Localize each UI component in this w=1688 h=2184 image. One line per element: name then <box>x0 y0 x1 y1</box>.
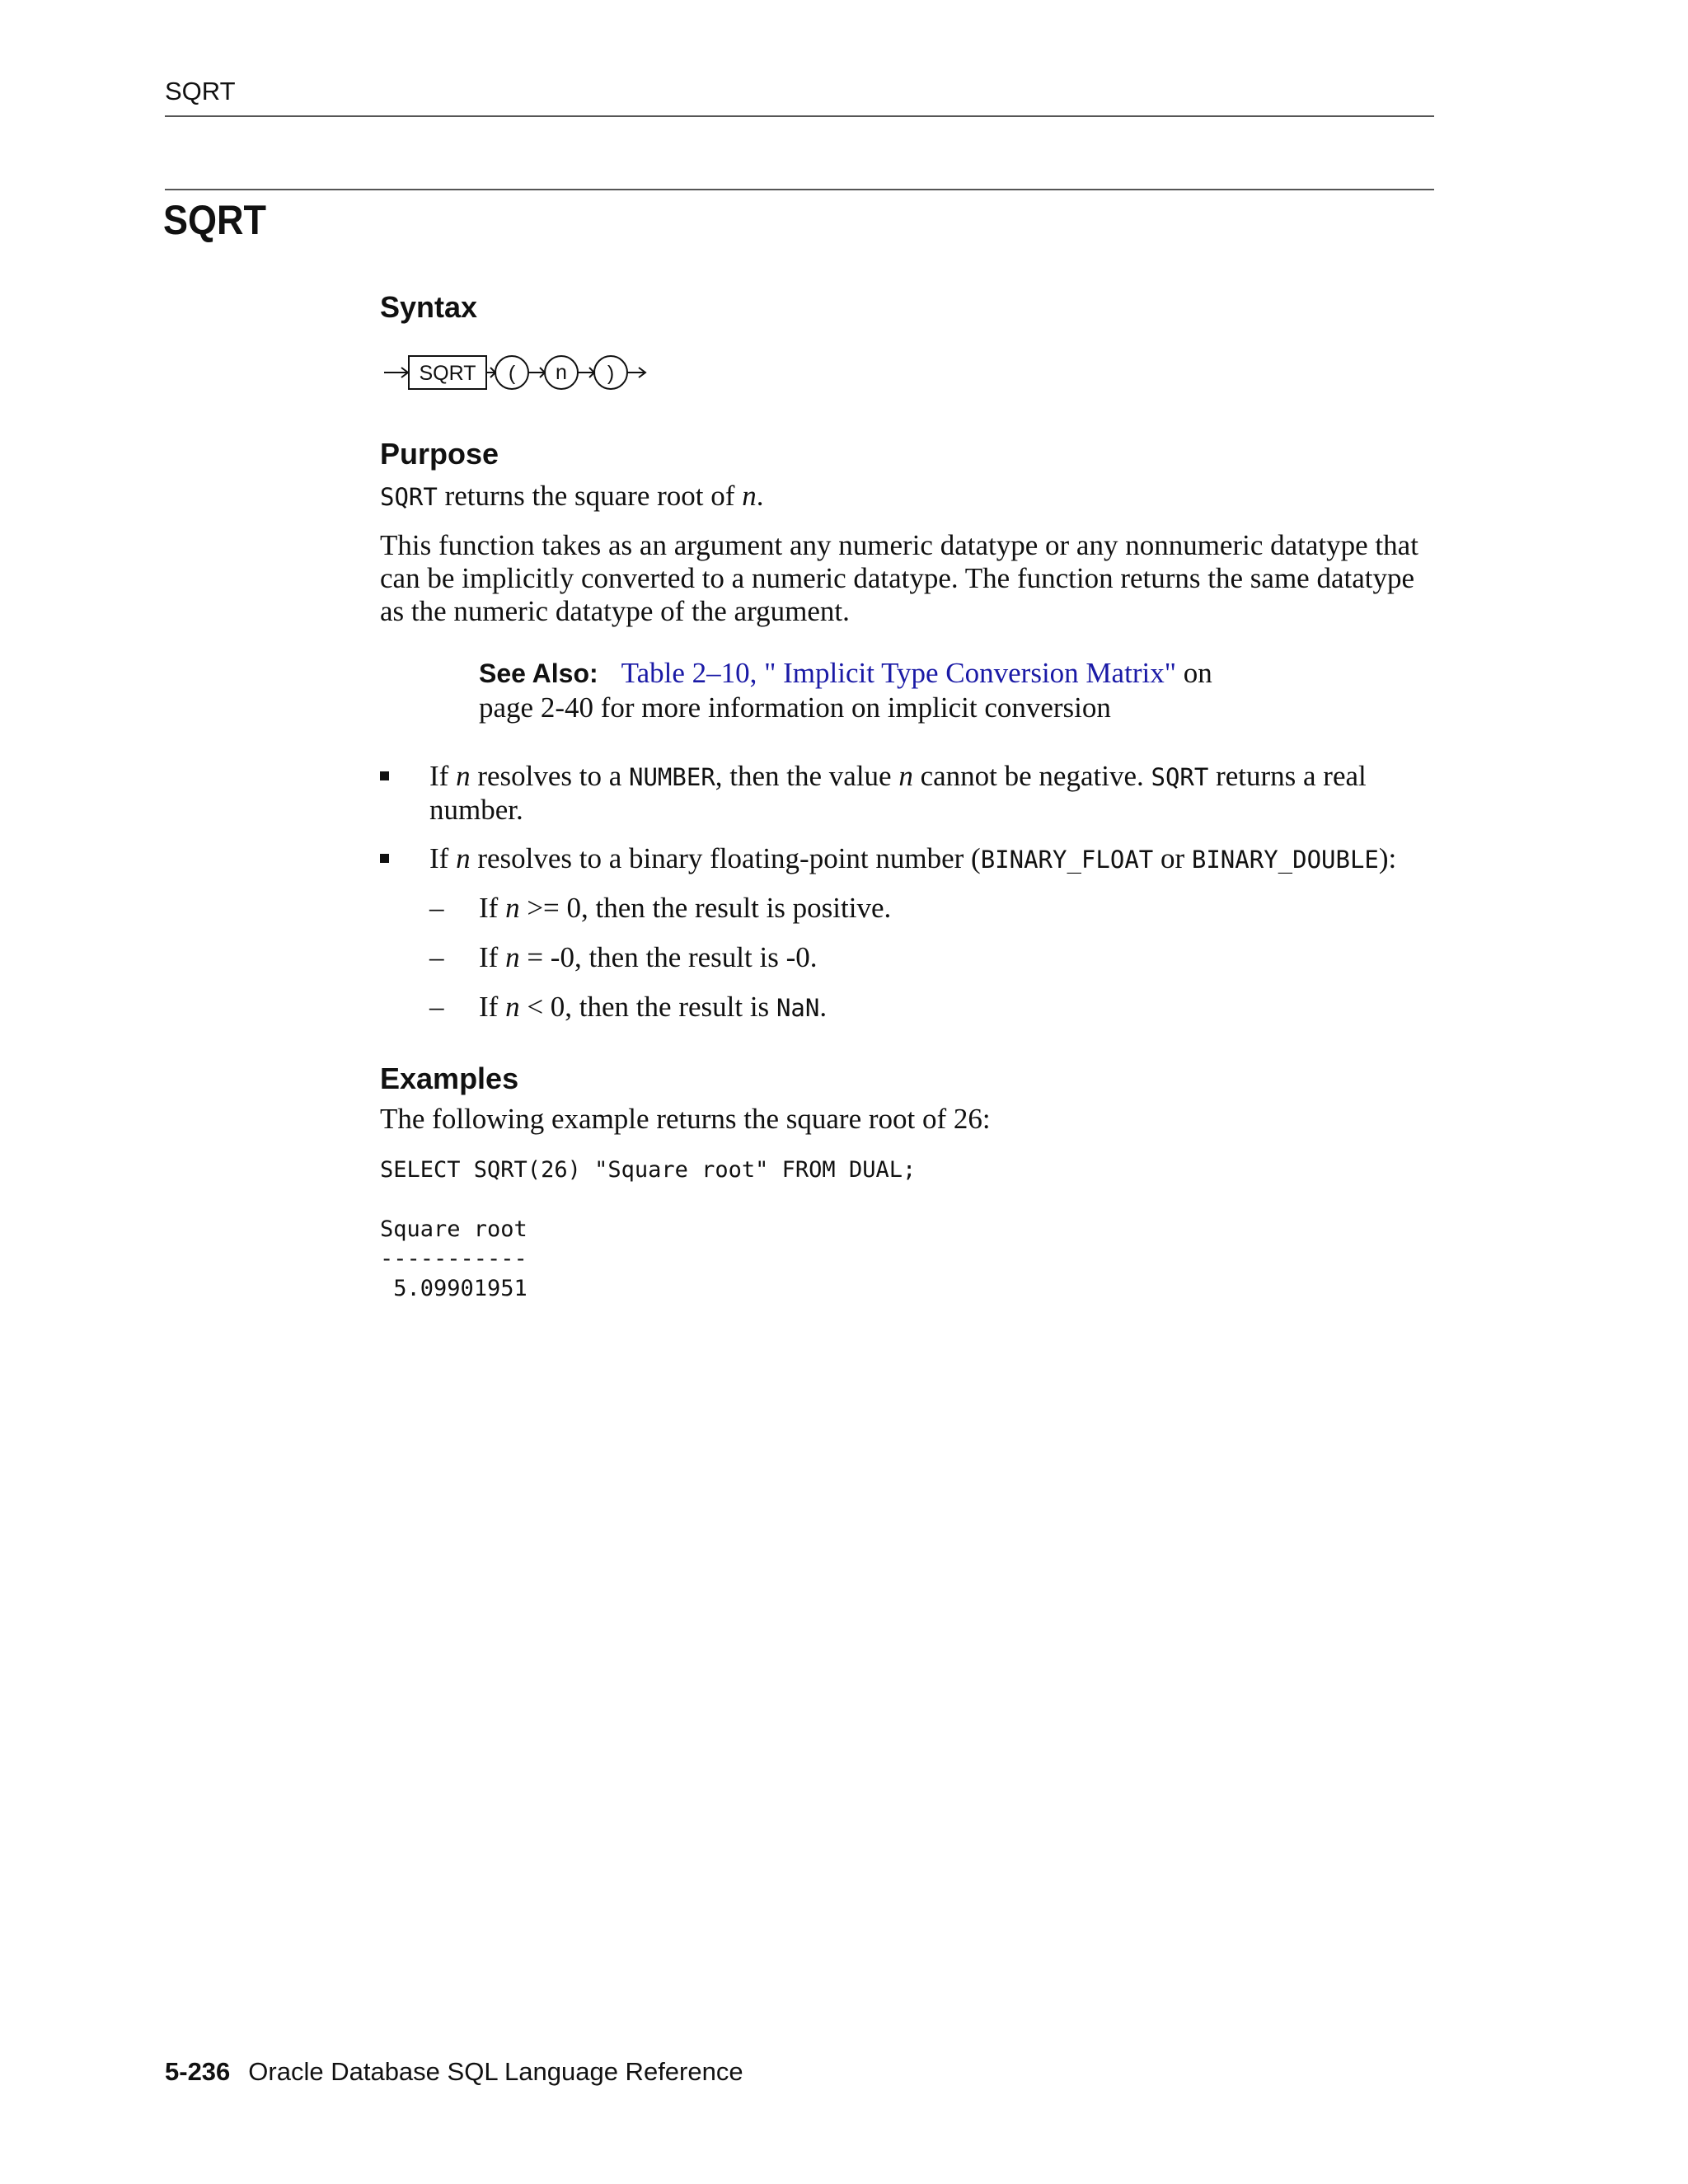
examples-heading: Examples <box>380 1062 519 1095</box>
list-item: If n resolves to a binary floating-point number (BINARY_FLOAT or BINARY_DOUBLE): <box>380 842 1443 876</box>
arg-n: n <box>742 480 757 512</box>
sub-list-item: – If n >= 0, then the result is positive. <box>429 892 892 924</box>
purpose-paragraph: This function takes as an argument any numeric datatype or any nonnumeric datatype that can be implicitly converted to a numeric datatype. The function returns the same datatype as the numeric datatype of the argument. <box>380 529 1418 627</box>
header-rule <box>165 115 1434 117</box>
syntax-open-paren: ( <box>508 362 516 385</box>
examples-intro: The following example returns the square root of 26: <box>380 1103 991 1135</box>
page-footer <box>165 2057 743 2087</box>
bullet-square-icon <box>380 771 389 780</box>
book-title: Oracle Database SQL Language Reference <box>248 2057 743 2086</box>
see-also-link[interactable]: Table 2–10, " Implicit Type Conversion Matrix" <box>621 657 1176 689</box>
title-rule <box>165 189 1434 190</box>
page-title: SQRT <box>163 197 267 243</box>
purpose-heading: Purpose <box>380 437 499 471</box>
sub-list-item: – If n < 0, then the result is NaN. <box>429 991 828 1023</box>
page-number: 5-236 <box>165 2057 231 2086</box>
purpose-summary: SQRT returns the square root of n. <box>380 480 764 512</box>
syntax-railroad-diagram <box>380 346 652 396</box>
dash-marker: – <box>429 892 444 924</box>
syntax-keyword: SQRT <box>419 362 476 385</box>
running-header: SQRT <box>165 77 236 105</box>
see-also-note: See Also: Table 2–10, " Implicit Type Conversion Matrix" on page 2-40 for more information on implicit conversion <box>479 657 1212 724</box>
sub-list-item: – If n = -0, then the result is -0. <box>429 941 818 973</box>
syntax-argument: n <box>556 361 567 384</box>
code-sqrt: SQRT <box>380 483 438 511</box>
see-also-label: See Also: <box>479 658 598 688</box>
bullet-square-icon <box>380 854 389 863</box>
syntax-close-paren: ) <box>607 362 615 385</box>
dash-marker: – <box>429 991 444 1023</box>
syntax-heading: Syntax <box>380 290 478 324</box>
see-also-text: page 2-40 for more information on implicit conversion <box>479 691 1111 724</box>
list-item: If n resolves to a NUMBER, then the value n cannot be negative. SQRT returns a real number. <box>380 760 1443 827</box>
dash-marker: – <box>429 941 444 973</box>
code-example: SELECT SQRT(26) "Square root" FROM DUAL; Square root ----------- 5.09901951 <box>380 1157 917 1301</box>
